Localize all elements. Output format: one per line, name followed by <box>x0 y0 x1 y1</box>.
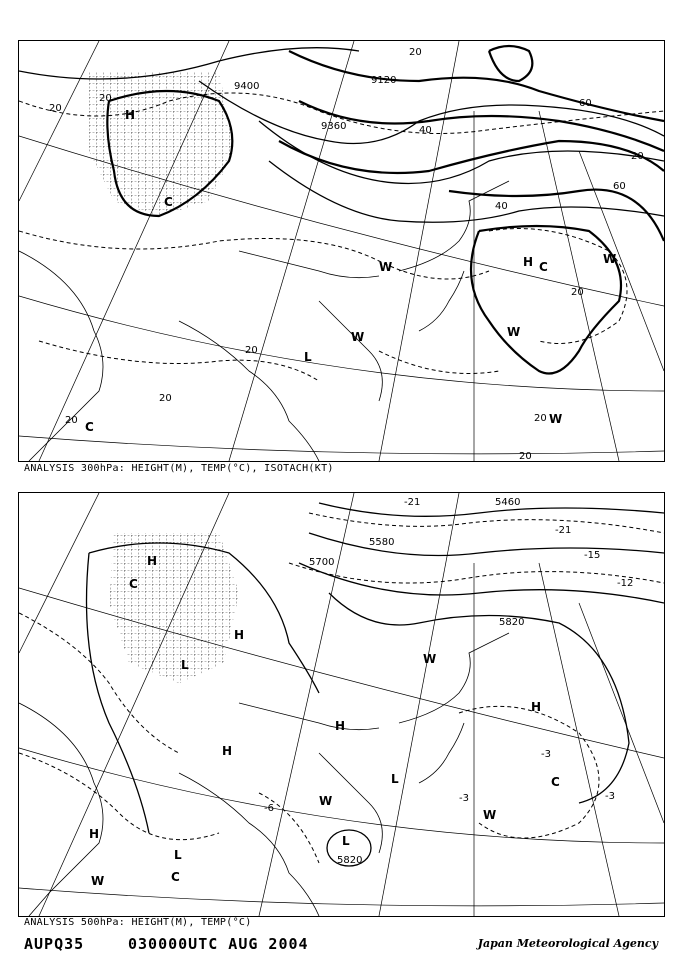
map-marker: W <box>483 808 497 822</box>
contour-label: 9120 <box>371 75 397 86</box>
temp-label: -6 <box>264 803 274 814</box>
map-marker: W <box>319 794 333 808</box>
map-marker: H <box>335 719 346 733</box>
isotach-label: 40 <box>495 201 508 212</box>
agency-name: Japan Meteorological Agency <box>477 937 658 950</box>
map-marker: C <box>85 420 94 434</box>
temp-label: -21 <box>555 525 572 536</box>
map-marker: H <box>125 108 136 122</box>
map-marker: L <box>174 848 182 862</box>
map-marker: W <box>423 652 437 666</box>
hatched-region <box>109 533 239 683</box>
map-marker: W <box>507 325 521 339</box>
map-300hpa-graphic <box>19 41 664 461</box>
map-marker: C <box>551 775 560 789</box>
contour-label: 5700 <box>309 557 335 568</box>
isotach-label: 20 <box>99 93 112 104</box>
map-marker: H <box>523 255 534 269</box>
panel-caption-300hpa: ANALYSIS 300hPa: HEIGHT(M), TEMP(°C), ISOTACH(KT) <box>24 463 334 474</box>
contour-label: 5820 <box>337 855 363 866</box>
isotach-label: 60 <box>579 98 592 109</box>
temp-label: -21 <box>404 497 421 508</box>
temp-label: -15 <box>584 550 601 561</box>
map-marker: H <box>222 744 233 758</box>
contour-label: 5580 <box>369 537 395 548</box>
map-marker: C <box>171 870 180 884</box>
panel-caption-500hpa: ANALYSIS 500hPa: HEIGHT(M), TEMP(°C) <box>24 917 252 928</box>
map-marker: H <box>147 554 158 568</box>
map-marker: C <box>164 195 173 209</box>
map-marker: W <box>91 874 105 888</box>
valid-time: 030000UTC AUG 2004 <box>128 935 309 953</box>
coastlines <box>19 181 509 461</box>
contour-label: 9360 <box>321 121 347 132</box>
map-marker: W <box>379 260 393 274</box>
map-marker: H <box>89 827 100 841</box>
map-marker: L <box>342 834 350 848</box>
map-marker: C <box>129 577 138 591</box>
temp-label: -3 <box>541 749 551 760</box>
temp-label: -12 <box>617 578 634 589</box>
map-marker: H <box>234 628 245 642</box>
map-500hpa-graphic <box>19 493 664 916</box>
isotach-label: 20 <box>245 345 258 356</box>
contour-label: 5460 <box>495 497 521 508</box>
isotach-label: 60 <box>613 181 626 192</box>
map-panel-500hpa <box>18 492 665 917</box>
isotach-label: 40 <box>419 125 432 136</box>
map-marker: L <box>391 772 399 786</box>
map-panel-300hpa <box>18 40 665 462</box>
contour-label: 5820 <box>499 617 525 628</box>
temp-label: -3 <box>459 793 469 804</box>
map-marker: L <box>181 658 189 672</box>
isotach-label: 20 <box>159 393 172 404</box>
temp-label: -3 <box>605 791 615 802</box>
map-marker: W <box>603 252 617 266</box>
isotach-label: 20 <box>571 287 584 298</box>
map-marker: W <box>549 412 563 426</box>
map-marker: W <box>351 330 365 344</box>
isotach-label: 20 <box>65 415 78 426</box>
isotach-label: 20 <box>631 151 644 162</box>
map-marker: C <box>539 260 548 274</box>
map-marker: L <box>304 350 312 364</box>
map-marker: H <box>531 700 542 714</box>
isotach-label: 20 <box>409 47 422 58</box>
isotach-label: 20 <box>519 451 532 461</box>
chart-code: AUPQ35 <box>24 935 85 953</box>
contour-label: 9400 <box>234 81 260 92</box>
isotach-label: 20 <box>49 103 62 114</box>
isotach-label: 20 <box>534 413 547 424</box>
